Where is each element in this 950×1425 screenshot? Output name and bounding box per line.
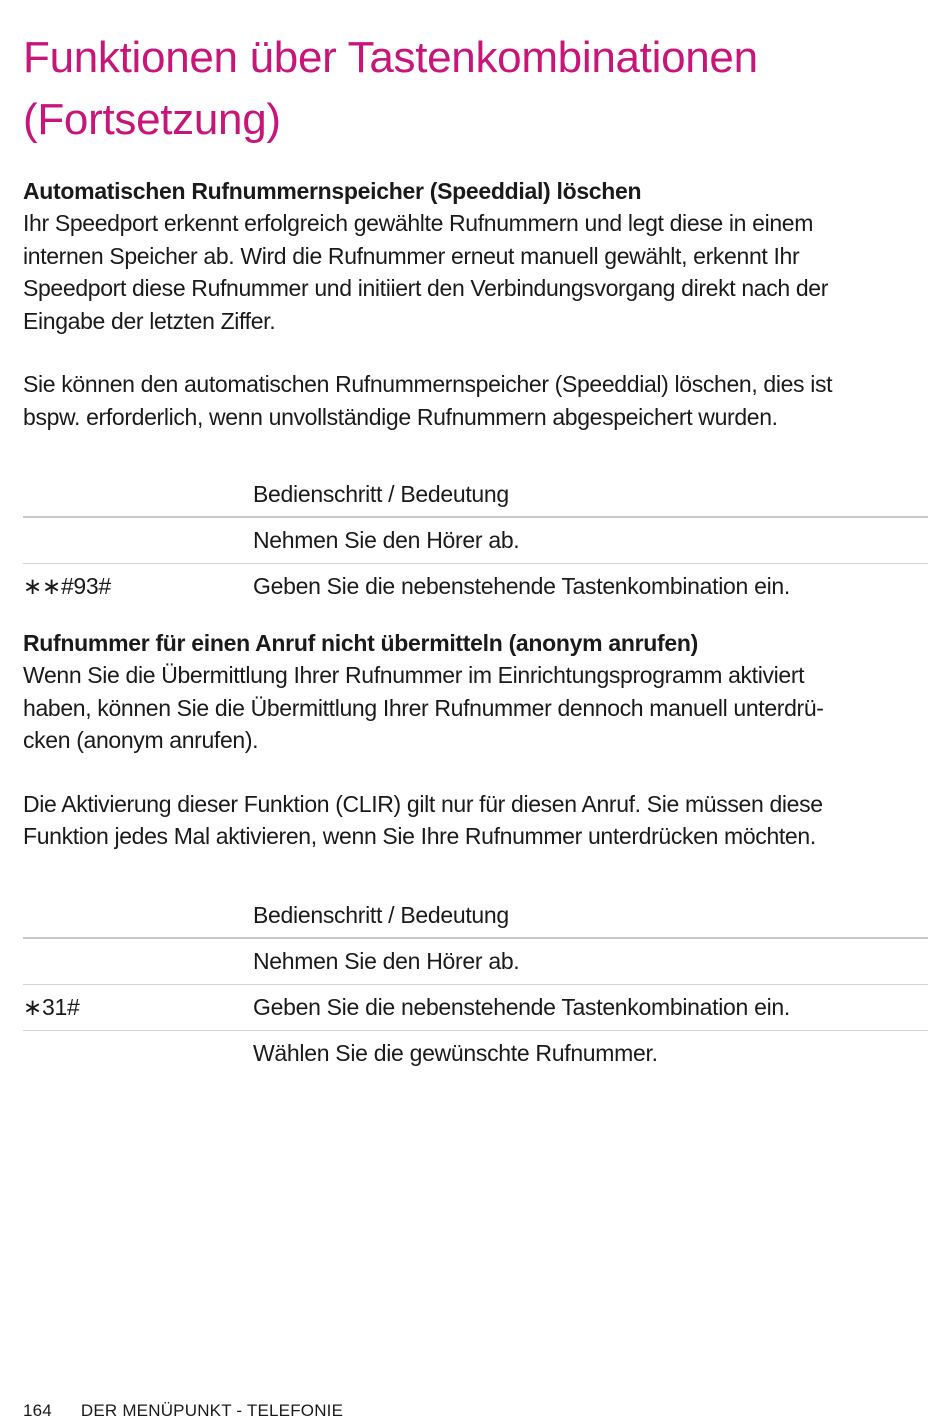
text-line: Wenn Sie die Übermittlung Ihrer Rufnummer im Einrichtungsprogramm aktiviert <box>23 662 805 688</box>
step-description: Nehmen Sie den Hörer ab. <box>253 948 520 974</box>
key-combination <box>23 938 253 985</box>
table-header-label: Bedienschritt / Bedeutung <box>253 481 509 507</box>
text-line: Funktion jedes Mal aktivieren, wenn Sie Ihre Rufnummer unterdrücken möchten. <box>23 823 816 849</box>
page-title-line-2: (Fortsetzung) <box>23 95 281 144</box>
table-row <box>23 517 928 564</box>
table-header-key <box>23 464 253 517</box>
table-row <box>23 1031 928 1077</box>
section-speeddial <box>23 175 928 433</box>
text-line: cken (anonym anrufen). <box>23 727 259 753</box>
section-anonymous-call <box>23 627 928 853</box>
table-row <box>23 938 928 985</box>
text-line: Speedport diese Rufnummer und initiiert den Verbindungsvorgang direkt nach der <box>23 275 829 301</box>
text-line: Eingabe der letzten Ziffer. <box>23 307 276 334</box>
paragraph-speeddial-delete <box>23 368 928 433</box>
paragraph-clir <box>23 788 928 853</box>
table-row <box>23 985 928 1031</box>
table-header-label: Bedienschritt / Bedeutung <box>253 902 509 928</box>
text-line: haben, können Sie die Übermittlung Ihrer Rufnummer dennoch manuell unterdrü- <box>23 694 824 721</box>
section-heading-speeddial: Automatischen Rufnummernspeicher (Speeddial) löschen <box>23 178 642 204</box>
key-combination <box>23 1031 253 1077</box>
page-title-line-1: Funktionen über Tastenkombinationen <box>23 33 758 82</box>
table-header-row <box>23 464 928 517</box>
step-description: Geben Sie die nebenstehende Tastenkombination ein. <box>253 994 790 1020</box>
section-heading-anonymous: Rufnummer für einen Anruf nicht übermitteln (anonym anrufen) <box>23 630 698 656</box>
key-combination <box>23 517 253 564</box>
chapter-name: DER MENÜPUNKT - TELEFONIE <box>80 1401 344 1420</box>
text-line: bspw. erforderlich, wenn unvollständige Rufnummern abgespeichert wurden. <box>23 403 778 430</box>
step-description: Wählen Sie die gewünschte Rufnummer. <box>253 1040 658 1066</box>
page-number: 164 <box>23 1401 52 1420</box>
text-line: Ihr Speedport erkennt erfolgreich gewählte Rufnummern und legt diese in einem <box>23 210 814 236</box>
step-description: Geben Sie die nebenstehende Tastenkombination ein. <box>253 573 790 599</box>
text-line: internen Speicher ab. Wird die Rufnummer erneut manuell gewählt, erkennt Ihr <box>23 242 800 269</box>
table-row <box>23 564 928 610</box>
table-header-key <box>23 885 253 938</box>
key-combination: ∗31# <box>23 994 80 1020</box>
text-line: Sie können den automatischen Rufnummernspeicher (Speeddial) löschen, dies ist <box>23 371 833 397</box>
table-header-row <box>23 885 928 938</box>
paragraph-speeddial-intro <box>23 207 928 337</box>
key-combination: ∗∗#93# <box>23 573 111 599</box>
page-title <box>23 27 758 151</box>
paragraph-anonymous-intro <box>23 659 928 757</box>
text-line: Die Aktivierung dieser Funktion (CLIR) gilt nur für diesen Anruf. Sie müssen diese <box>23 790 823 817</box>
page-footer <box>23 1400 343 1422</box>
steps-table-speeddial <box>23 464 928 609</box>
step-description: Nehmen Sie den Hörer ab. <box>253 527 520 553</box>
steps-table-anonymous <box>23 885 928 1076</box>
